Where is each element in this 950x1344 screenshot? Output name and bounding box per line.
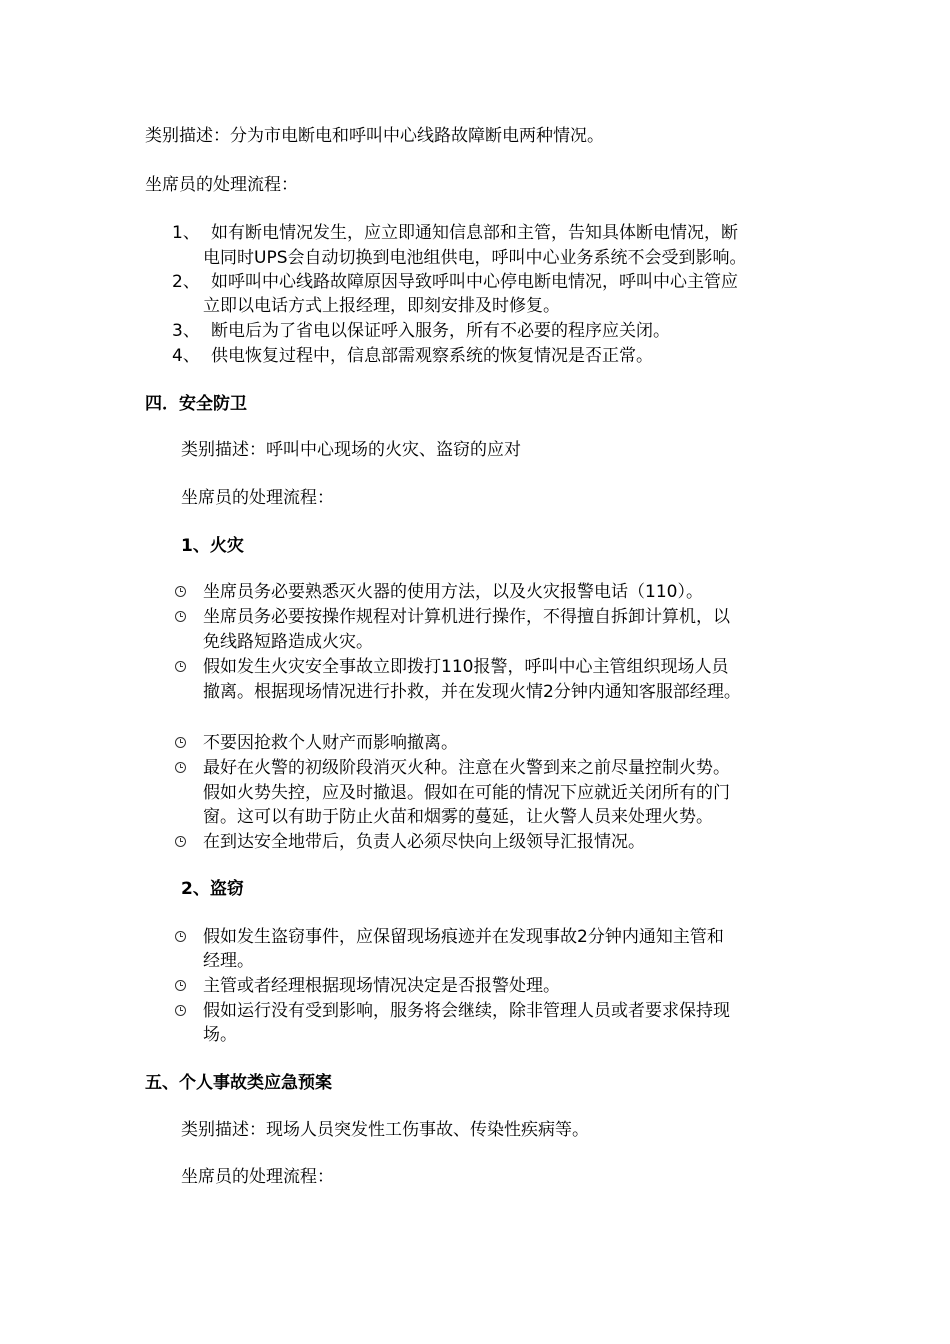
list-item-text: 坐席员务必要熟悉灭火器的使用方法，以及火灾报警电话（110）。	[203, 582, 703, 602]
process-title: 坐席员的处理流程：	[181, 1167, 334, 1187]
list-item-text: 假如运行没有受到影响，服务将会继续，除非管理人员或者要求保持现	[203, 1001, 730, 1021]
category-description: 类别描述：分为市电断电和呼叫中心线路故障断电两种情况。	[145, 126, 604, 146]
list-item-text: 假如发生火灾安全事故立即拨打110报警，呼叫中心主管组织现场人员	[203, 657, 729, 677]
list-item-text: 假如火势失控，应及时撤退。假如在可能的情况下应就近关闭所有的门	[203, 783, 730, 803]
list-item-text: 供电恢复过程中，信息部需观察系统的恢复情况是否正常。	[211, 346, 653, 366]
clock-bullet-icon	[175, 586, 186, 597]
list-item-text: 坐席员务必要按操作规程对计算机进行操作，不得擅自拆卸计算机，以	[203, 607, 730, 627]
list-item-text: 立即以电话方式上报经理，即刻安排及时修复。	[203, 296, 560, 316]
list-item-text: 场。	[203, 1025, 237, 1045]
section-heading: 四．安全防卫	[145, 394, 247, 414]
section-heading: 五、个人事故类应急预案	[145, 1073, 332, 1093]
clock-bullet-icon	[175, 931, 186, 942]
list-number: 3、	[172, 321, 200, 341]
category-description: 类别描述：呼叫中心现场的火灾、盗窃的应对	[181, 440, 521, 460]
list-item-text: 经理。	[203, 951, 254, 971]
clock-bullet-icon	[175, 611, 186, 622]
process-title: 坐席员的处理流程：	[181, 488, 334, 508]
clock-bullet-icon	[175, 661, 186, 672]
clock-bullet-icon	[175, 836, 186, 847]
list-number: 1、	[172, 223, 200, 243]
list-item-text: 不要因抢救个人财产而影响撤离。	[203, 733, 458, 753]
list-number: 4、	[172, 346, 200, 366]
list-item-text: 窗。这可以有助于防止火苗和烟雾的蔓延，让火警人员来处理火势。	[203, 807, 713, 827]
list-item-text: 电同时UPS会自动切换到电池组供电，呼叫中心业务系统不会受到影响。	[203, 248, 747, 268]
list-item-text: 主管或者经理根据现场情况决定是否报警处理。	[203, 976, 560, 996]
list-item-text: 最好在火警的初级阶段消灭火种。注意在火警到来之前尽量控制火势。	[203, 758, 730, 778]
list-item-text: 如有断电情况发生，应立即通知信息部和主管，告知具体断电情况，断	[211, 223, 738, 243]
process-title: 坐席员的处理流程：	[145, 175, 298, 195]
subsection-title: 2、盗窃	[181, 879, 244, 899]
clock-bullet-icon	[175, 1005, 186, 1016]
list-item-text: 在到达安全地带后，负责人必须尽快向上级领导汇报情况。	[203, 832, 645, 852]
list-item-text: 免线路短路造成火灾。	[203, 632, 373, 652]
list-item-text: 断电后为了省电以保证呼入服务，所有不必要的程序应关闭。	[211, 321, 670, 341]
subsection-title: 1、火灾	[181, 536, 244, 556]
category-description: 类别描述：现场人员突发性工伤事故、传染性疾病等。	[181, 1120, 589, 1140]
list-item-text: 撤离。根据现场情况进行扑救，并在发现火情2分钟内通知客服部经理。	[203, 682, 741, 702]
list-item-text: 如呼叫中心线路故障原因导致呼叫中心停电断电情况，呼叫中心主管应	[211, 272, 738, 292]
list-number: 2、	[172, 272, 200, 292]
clock-bullet-icon	[175, 737, 186, 748]
clock-bullet-icon	[175, 980, 186, 991]
list-item-text: 假如发生盗窃事件，应保留现场痕迹并在发现事故2分钟内通知主管和	[203, 927, 724, 947]
clock-bullet-icon	[175, 762, 186, 773]
